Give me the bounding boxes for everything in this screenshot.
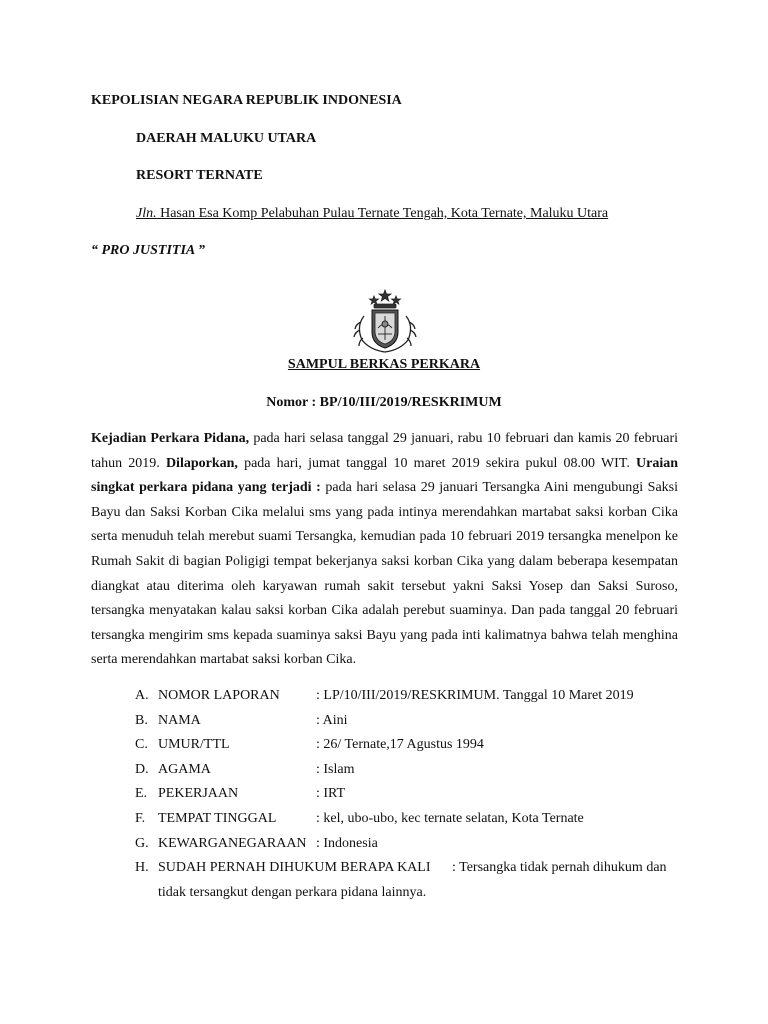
header-resort: RESORT TERNATE	[136, 168, 263, 183]
list-value: : kel, ubo-ubo, kec ternate selatan, Kota Ternate	[316, 810, 584, 826]
address-text: Hasan Esa Komp Pelabuhan Pulau Ternate Tengah, Kota Ternate, Maluku Utara	[156, 206, 609, 221]
list-letter: B.	[135, 712, 148, 728]
list-value: : Tersangka tidak pernah dihukum dan	[452, 860, 667, 876]
list-item	[135, 686, 678, 711]
list-label: TEMPAT TINGGAL	[158, 810, 277, 826]
list-value: : LP/10/III/2019/RESKRIMUM. Tanggal 10 Maret 2019	[316, 688, 634, 703]
list-item	[135, 858, 678, 883]
header-region: DAERAH MALUKU UTARA	[136, 131, 317, 146]
list-item-continuation: tidak tersangkut dengan perkara pidana lainnya.	[158, 884, 427, 900]
list-label: NOMOR LAPORAN	[158, 688, 280, 703]
document-title: SAMPUL BERKAS PERKARA	[287, 357, 481, 372]
pro-justitia: “ PRO JUSTITIA ”	[91, 243, 205, 258]
uraian-label: Uraian singkat perkara pidana yang terjadi :	[91, 455, 678, 496]
address-prefix: Jln.	[136, 206, 157, 221]
header-address	[136, 205, 608, 223]
list-label: PEKERJAAN	[158, 786, 239, 802]
list-value: : Aini	[316, 712, 348, 728]
kejadian-label: Kejadian Perkara Pidana,	[91, 431, 250, 446]
list-value: : 26/ Ternate,17 Agustus 1994	[316, 737, 484, 753]
list-item	[135, 760, 678, 785]
list-letter: C.	[135, 737, 148, 753]
list-value: : Islam	[316, 761, 355, 777]
list-item	[135, 809, 678, 834]
list-item	[135, 784, 678, 809]
list-letter: G.	[135, 835, 149, 851]
list-letter: A.	[135, 688, 149, 703]
list-letter: E.	[135, 786, 148, 802]
list-letter: H.	[135, 860, 149, 876]
kejadian-text: pada hari selasa tanggal 29 januari, rabu 10 februari dan kamis 20 februari tahun 2019.	[91, 431, 678, 471]
uraian-text: pada hari selasa 29 januari Tersangka Aini mengubungi Saksi Bayu dan Saksi Korban Cika melalui sms yang pada intinya merendahkan martabat saksi korban Cika serta menuduh telah merebut suami Tersangka, kemudian pada 10 februari 2019 tersangka menelpon ke Rumah Sakit di bagian Poligigi tempat bekerjanya saksi korban Cika yang dalam beberapa kesempatan diangkat atau diterima oleh karyawan rumah sakit tersebut yakni Saksi Yosep dan Saksi Suroso, tersangka menyatakan kalau saksi korban Cika adalah perebut suaminya. Dan pada tanggal 20 februari tersangka mengirim sms kepada suaminya saksi Bayu yang pada inti kalimatnya bahwa telah menghina serta merendahkan martabat saksi korban Cika.	[91, 480, 678, 668]
header-institution: KEPOLISIAN NEGARA REPUBLIK INDONESIA	[91, 93, 402, 108]
list-value: : Indonesia	[316, 835, 378, 851]
list-letter: D.	[135, 761, 149, 777]
list-label: AGAMA	[158, 761, 211, 777]
list-label: SUDAH PERNAH DIHUKUM BERAPA KALI	[158, 860, 431, 876]
list-item	[135, 711, 678, 736]
document-number: Nomor : BP/10/III/2019/RESKRIMUM	[266, 395, 502, 410]
dilaporkan-label: Dilaporkan,	[165, 455, 238, 471]
dilaporkan-text: pada hari, jumat tanggal 10 maret 2019 sekira pukul 08.00 WIT.	[237, 455, 636, 471]
list-label: KEWARGANEGARAAN	[158, 835, 307, 851]
list-item	[135, 735, 678, 760]
list-label: NAMA	[158, 712, 201, 728]
list-value: : IRT	[316, 786, 346, 802]
list-letter: F.	[135, 810, 146, 826]
list-item	[135, 834, 678, 859]
case-details-list	[135, 686, 678, 907]
police-emblem-icon	[344, 288, 426, 354]
list-label: UMUR/TTL	[158, 737, 230, 753]
case-summary	[91, 427, 678, 673]
